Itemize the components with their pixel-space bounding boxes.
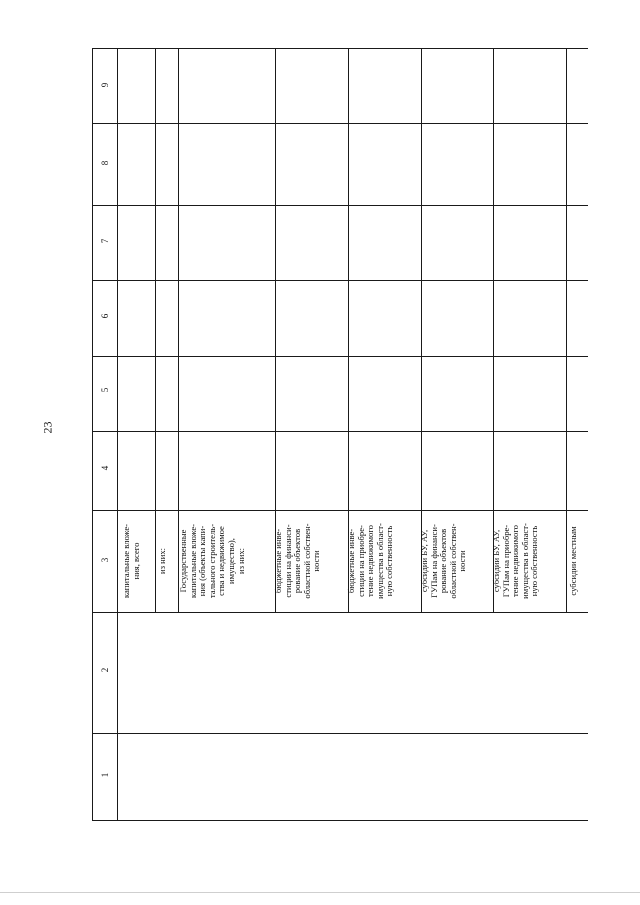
column-header: 2 [100,667,110,673]
table-top-border [92,48,588,49]
row-label: бюджетные инве- стиции на финанси- рование объектов областной собствен- ности [273,523,322,599]
row-label: субсидии местным [568,526,578,596]
table-bottom-border [92,820,588,821]
row-label: из них: [157,547,167,575]
column-header: 3 [100,557,110,563]
page-number: 23 [40,421,55,434]
table-left-border [92,48,93,820]
page-edge-rule [0,892,640,893]
column-header: 9 [100,82,110,88]
col-divider [92,356,588,357]
column-header: 6 [100,313,110,319]
row-divider [566,48,567,613]
row-label: капитальные вложе- ния, всего [121,523,141,599]
row-label: субсидии БУ, АУ, ГУПам на финанси- рование объектов областной собствен- ности [419,523,468,599]
col-divider [92,280,588,281]
row-label: субсидии БУ, АУ, ГУПам на приобре- тение недвижимого имущества в област- ную собственность [491,523,540,599]
column-header: 8 [100,160,110,166]
col-divider [92,733,588,734]
column-header: 4 [100,465,110,471]
row-label: Государственные капитальные вложе- ния (объекты капи- тального строитель- ства и недвижимое имущество), из них: [178,523,246,599]
column-header: 7 [100,238,110,244]
column-header: 1 [100,772,110,778]
col-divider [92,431,588,432]
row-label: бюджетные инве- стиции на приобре- тение недвижимого имущества в област- ную собственность [346,523,395,599]
col-divider [92,123,588,124]
col-divider [92,612,588,613]
column-header: 5 [100,387,110,393]
col-divider [92,205,588,206]
header-separator [117,48,118,820]
